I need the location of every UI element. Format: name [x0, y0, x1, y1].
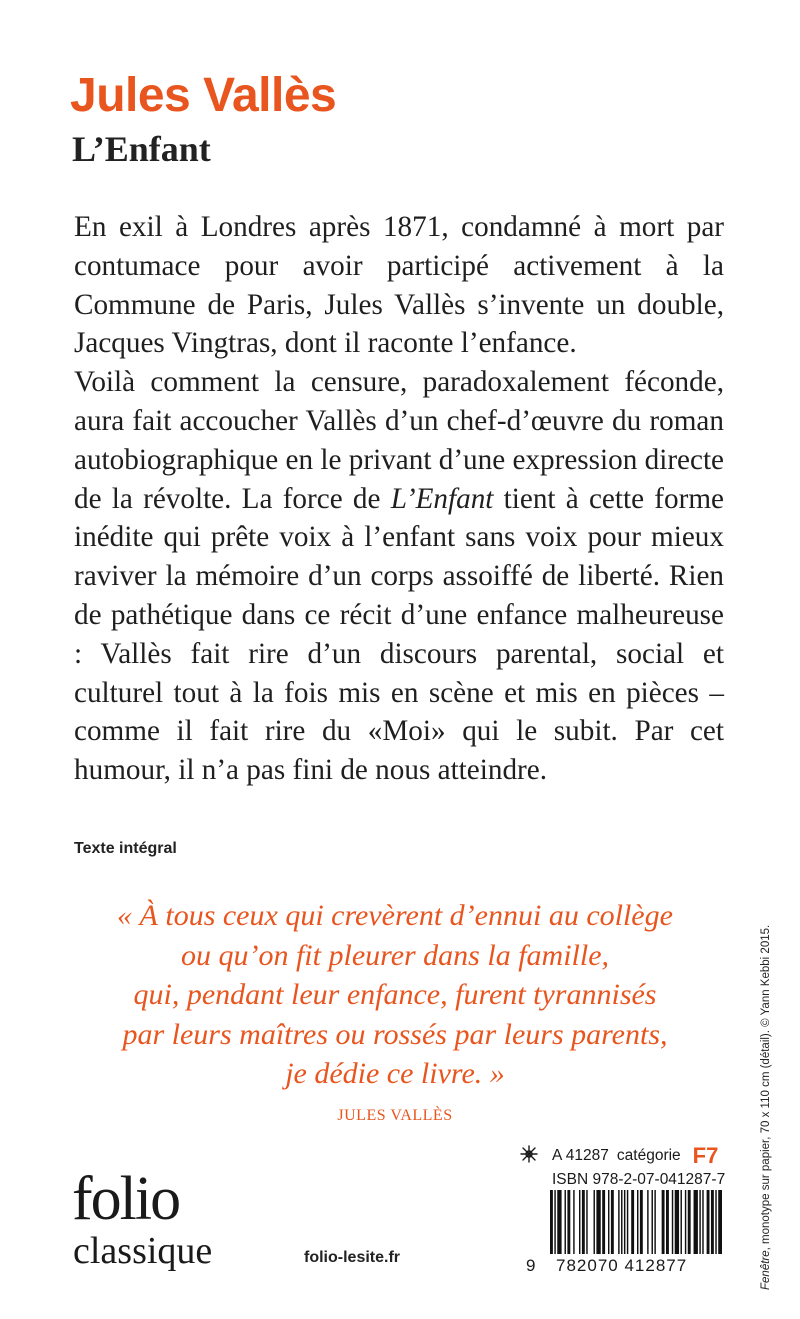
blurb-text: tient à cette forme inédite qui prête voix à l’enfant sans voix pour mieux raviver la mémoire d’un corps assoiffé de liberté. Rien de pathétique dans ce récit d’une enfance malheureuse : Vallès fait rire d’un discours parental, social et culturel tout à la fois mis en scène et mis en pièces – comme il fait rire du «Moi» qui le subit. Par cet humour, il n’a pas fini de nous atteindre. [74, 482, 724, 787]
folio-logo: folio [72, 1165, 180, 1233]
catalog-info [518, 1143, 728, 1191]
artwork-details: , monotype sur papier, 70 x 110 cm (détail). © Yann Kebbi 2015. [760, 924, 772, 1251]
category-code: F7 [692, 1143, 719, 1168]
author-name: Jules Vallès [70, 69, 337, 122]
blurb-book-title: L’Enfant [390, 482, 494, 515]
blurb-paragraph-1: En exil à Londres après 1871, condamné à mort par contumace pour avoir participé activement à la Commune de Paris, Jules Vallès s’invente un double, Jacques Vingtras, dont il raconte l’enfance. [74, 211, 724, 360]
artwork-title: Fenêtre [760, 1250, 772, 1290]
category-label: catégorie [616, 1147, 681, 1164]
dedication-line: ou qu’on fit pleurer dans la famille, [180, 938, 610, 972]
dedication-line: qui, pendant leur enfance, furent tyrannisés [133, 978, 657, 1011]
barcode-bars [550, 1190, 722, 1258]
dedication-quote [90, 896, 700, 1094]
isbn: ISBN 978-2-07-041287-7 [552, 1171, 726, 1188]
blurb-text: Voilà comment la censure, paradoxalement féconde, aura fait accoucher Vallès d’un chef-d’œuvre du roman autobiographique en le privant d’une expression directe de la révolte. La force de [74, 366, 725, 515]
dedication-line: je dédie ce livre. » [285, 1057, 505, 1090]
barcode-digits: 782070 412877 [556, 1256, 688, 1275]
dedication-signature: JULES VALLÈS [337, 1107, 453, 1124]
dedication-line: « À tous ceux qui crevèrent d’ennui au collège [117, 899, 673, 932]
catalog-reference: A 41287 [552, 1147, 609, 1164]
cover-image-credit [760, 925, 772, 1290]
full-text-label: Texte intégral [74, 840, 177, 857]
barcode-lead-digit: 9 [526, 1256, 536, 1275]
website-url: folio-lesite.fr [304, 1249, 401, 1266]
catalog-row [518, 1143, 728, 1169]
blurb-paragraph-2 [74, 363, 724, 790]
classique-logo: classique [73, 1230, 213, 1272]
book-title: L’Enfant [72, 129, 211, 169]
blurb [74, 208, 724, 790]
barcode [526, 1190, 723, 1280]
gallimard-star-icon [518, 1143, 540, 1170]
dedication-line: par leurs maîtres ou rossés par leurs parents, [122, 1017, 668, 1051]
